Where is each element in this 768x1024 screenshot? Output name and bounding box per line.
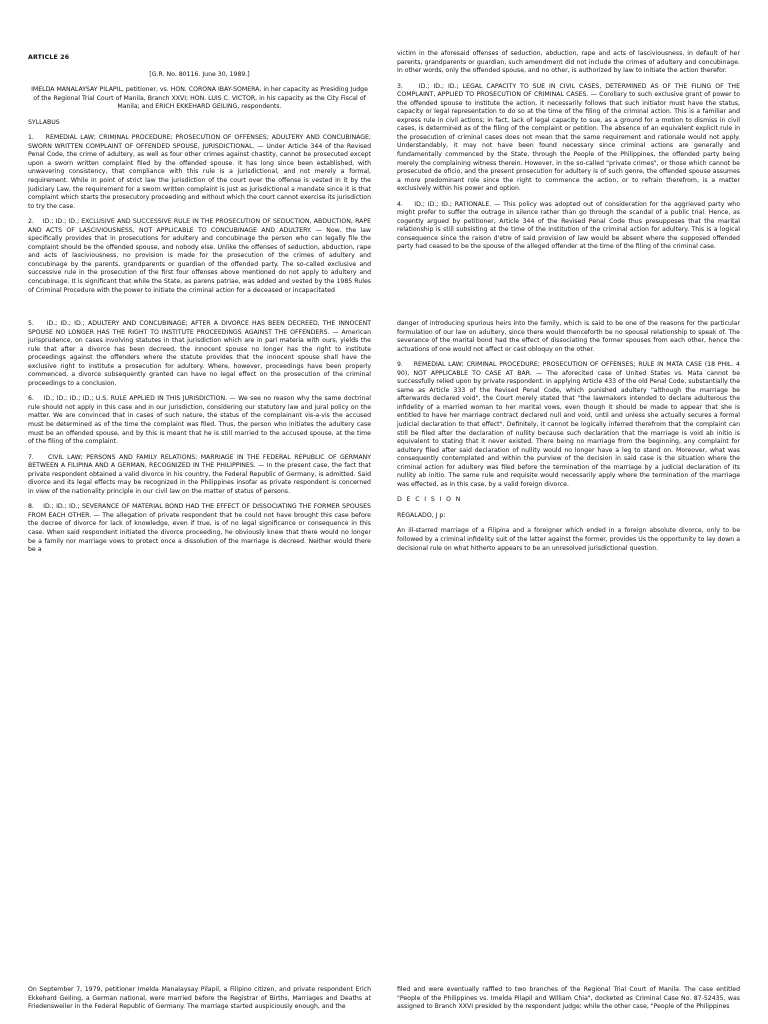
syllabus-item-1: 1. REMEDIAL LAW; CRIMINAL PROCEDURE; PROSECUTION OF OFFENSES; ADULTERY AND CONCUBINAGE; SWORN WRITTEN COMPLAINT OF OFFENDED SPOUSE, JURISDICTIONAL. — Under Article 344 of the Revised Penal Code, the crime of adultery, as well as four other crimes against chastity, cannot be prosecuted except upon a sworn written complaint filed by the offended spouse. It has long since been established, with unwavering consistency, that compliance with this rule is a jurisdictional, and not merely a formal, requirement. While in point of strict law the jurisdiction of the court over the offense is vested in it by the Judiciary Law, the requirement for a sworn written complaint is just as jurisdictional a mandate since it is that complaint which starts the prosecutory proceeding and without which the court cannot exercise its jurisdiction to try the case.: [28, 134, 371, 210]
page3-right-column: [397, 986, 740, 1019]
case-number: [G.R. No. 80116. June 30, 1989.]: [149, 70, 250, 78]
syllabus-item-8-continued: danger of introducing spurious heirs into the family, which is said to be one of the reasons for the particular formulation of our law on adultery, since there would thenceforth be no spousal relationship to speak of. The severance of the marital bond had the effect of dissociating the former spouses from each other, hence the actuations of one would not affect or cast obloquy on the other.: [397, 320, 740, 353]
page1-right-column: [397, 50, 740, 259]
article-heading: ARTICLE 26: [28, 54, 70, 61]
decision-paragraph-1: An ill-starred marriage of a Filipina and a foreigner which ended in a foreign absolute divorce, only to be followed by a criminal infidelity suit of the latter against the former, provides Us the opportunity to lay down a decisional rule on what hitherto appears to be an unresolved jurisdictional question.: [397, 527, 740, 552]
syllabus-item-2: 2. ID.; ID.; ID.; EXCLUSIVE AND SUCCESSIVE RULE IN THE PROSECUTION OF SEDUCTION, ABDUCTION, RAPE AND ACTS OF LASCIVIOUSNESS, NOT APPLICABLE TO CONCUBINAGE AND ADULTERY. — Now, the law specifically provides that in prosecutions for adultery and concubinage the person who can legally file the complaint should be the offended spouse, and nobody else. Unlike the offenses of seduction, abduction, rape and acts of lasciviousness, no provision is made for the prosecution of the crimes of adultery and concubinage by the parents, grandparents or guardian of the offended party. The so-called exclusive and successive rule in the prosecution of the first four offenses above mentioned do not apply to adultery and concubinage. It is significant that while the State, as parens patriae, was added and vested by the 1985 Rules of Criminal Procedure with the power to initiate the criminal action for a deceased or incapacitated: [28, 218, 371, 294]
syllabus-item-7: 7. CIVIL LAW; PERSONS AND FAMILY RELATIONS; MARRIAGE IN THE FEDERAL REPUBLIC OF GERMANY BETWEEN A FILIPINA AND A GERMAN, RECOGNIZED IN THE PHILIPPINES. — In the present case, the fact that private respondent obtained a valid divorce in his country, the Federal Republic of Germany, is admitted. Said divorce and its legal effects may be recognized in the Philippines insofar as private respondent is concerned in view of the nationality principle in our civil law on the matter of status of persons.: [28, 453, 371, 495]
decision-paragraph-continued: filed and were eventually raffled to two branches of the Regional Trial Court of Manila. The case entitled "People of the Philippines vs. Imelda Pilapil and William Chia", docketed as Criminal Case No. 87-52435, was assigned to Branch XXVI presided by the respondent judge; while the other case, "People of the Philippines: [397, 986, 740, 1011]
page2-right-column: [397, 320, 740, 560]
syllabus-item-6: 6. ID.; ID.; ID.; ID.; U.S. RULE APPLIED IN THIS JURISDICTION. — We see no reason why the same doctrinal rule should not apply in this case and in our jurisdiction, considering our statutory law and jural policy on the matter. We are convinced that in cases of such nature, the status of the complainant vis-a-vis the accused must be determined as of the time the complaint was filed. Thus, the person who initiates the adultery case must be an offended spouse, and by this is meant that he is still married to the accused spouse, at the time of the filing of the complaint.: [28, 395, 371, 446]
syllabus-item-5: 5. ID.; ID.; ID.; ADULTERY AND CONCUBINAGE; AFTER A DIVORCE HAS BEEN DECREED, THE INNOCENT SPOUSE NO LONGER HAS THE RIGHT TO INSTITUTE PROCEEDINGS AGAINST THE OFFENDERS. — American jurisprudence, on cases involving statutes in that jurisdiction which are in pari materia with ours, yields the rule that after a divorce has been decreed, the innocent spouse no longer has the right to institute proceedings against the offenders where the statute provides that the innocent spouse shall have the exclusive right to institute a prosecution for adultery. Where, however, proceedings have been properly commenced, a divorce subsequently granted can have no legal effect on the prosecution of the criminal proceedings to a conclusion.: [28, 320, 371, 387]
syllabus-item-9: 9. REMEDIAL LAW; CRIMINAL PROCEDURE; PROSECUTION OF OFFENSES; RULE IN MATA CASE (18 PHIL. 4 90), NOT APPLICABLE TO CASE AT BAR. — The aforecited case of United States vs. Mata cannot be successfully relied upon by private respondent. In applying Article 433 of the old Penal Code, substantially the same as Article 333 of the Revised Penal Code, which punished adultery "although the marriage be afterwards declared void", the Court merely stated that "the lawmakers intended to declare adulterous the infidelity of a married woman to her marital vows, even though it should be made to appear that she is entitled to have her marriage contract declared null and void, until and unless she actually secures a formal judicial declaration to that effect". Definitely, it cannot be logically inferred therefrom that the complaint can still be filed after the declaration of nullity because such declaration that the marriage is void ab initio is equivalent to stating that it never existed. There being no marriage from the beginning, any complaint for adultery filed after said declaration of nullity would no longer have a leg to stand on. Moreover, what was consequently contemplated and within the purview of the decision in said case is the situation where the criminal action for adultery was filed before the termination of the marriage by a judicial declaration of its nullity ab initio. The same rule and requisite would necessarily apply where the termination of the marriage was effected, as in this case, by a valid foreign divorce.: [397, 361, 740, 488]
syllabus-item-4: 4. ID.; ID.; ID.; RATIONALE. — This policy was adopted out of consideration for the aggrieved party who might prefer to suffer the outrage in silence rather than go through the scandal of a public trial. Hence, as cogently argued by petitioner, Article 344 of the Revised Penal Code thus presupposes that the marital relationship is still subsisting at the time of the institution of the criminal action for adultery. This is a logical consequence since the raison d'etre of said provision of law would be absent where the supposed offended party had ceased to be the spouse of the alleged offender at the time of the filing of the criminal case.: [397, 200, 740, 251]
page2-left-column: [28, 320, 371, 562]
case-title: IMELDA MANALAYSAY PILAPIL, petitioner, vs. HON. CORONA IBAY-SOMERA, in her capacity as Presiding Judge of the Regional Trial Court of Manila, Branch XXVI; HON. LUIS C. VICTOR, in his capacity as the City Fiscal of Manila; and ERICH EKKEHARD GEILING, respondents.: [31, 86, 368, 111]
syllabus-item-2-continued: victim in the aforesaid offenses of seduction, abduction, rape and acts of lasciviousness, in default of her parents, grandparents or guardian, such amendment did not include the crimes of adultery and concubinage. In other words, only the offended spouse, and no other, is authorized by law to initiate the action therefor.: [397, 50, 740, 75]
page3-left-column: [28, 986, 371, 1019]
syllabus-heading: SYLLABUS: [28, 118, 60, 126]
ponente: REGALADO, J p:: [397, 511, 446, 519]
syllabus-item-8: 8. ID.; ID.; ID.; SEVERANCE OF MATERIAL BOND HAD THE EFFECT OF DISSOCIATING THE FORMER SPOUSES FROM EACH OTHER. — The allegation of private respondent that he could not have brought this case before the decree of divorce for lack of knowledge, even if true, is of no legal significance or consequence in this case. When said respondent initiated the divorce proceeding, he obviously knew that there would no longer be a family nor marriage vows to protect once a dissolution of the marriage is decreed. Neither would there be a: [28, 503, 371, 554]
decision-heading: D E C I S I O N: [397, 496, 462, 504]
syllabus-item-3: 3. ID.; ID.; ID.; LEGAL CAPACITY TO SUE IN CIVIL CASES, DETERMINED AS OF THE FILING OF THE COMPLAINT, APPLIED TO PROSECUTION OF CRIMINAL CASES. — Corollary to such exclusive grant of power to the offended spouse to institute the action, it necessarily follows that such initiator must have the status, capacity or legal representation to do so at the time of the filing of the criminal action. This is a familiar and express rule in civil actions; in fact, lack of legal capacity to sue, as a ground for a motion to dismiss in civil cases, is determined as of the filing of the complaint or petition. The absence of an equivalent explicit rule in the prosecution of criminal cases does not mean that the same requirement and rationale would not apply. Understandably, it may not have been found necessary since criminal actions are generally and fundamentally commenced by the State, through the People of the Philippines, the offended party being merely the complaining witness therein. However, in the so-called "private crimes", or those which cannot be prosecuted de oficio, and the present prosecution for adultery is of such genre, the offended spouse assumes a more predominant role since the right to commence the action, or to refrain therefrom, is a matter exclusively within his power and option.: [397, 82, 740, 193]
page1-left-column: [28, 54, 371, 302]
decision-paragraph-2: On September 7, 1979, petitioner Imelda Manalaysay Pilapil, a Filipino citizen, and private respondent Erich Ekkehard Geiling, a German national, were married before the Registrar of Births, Marriages and Deaths at Friedensweiler in the Federal Republic of Germany. The marriage started auspiciously enough, and the: [28, 986, 371, 1011]
